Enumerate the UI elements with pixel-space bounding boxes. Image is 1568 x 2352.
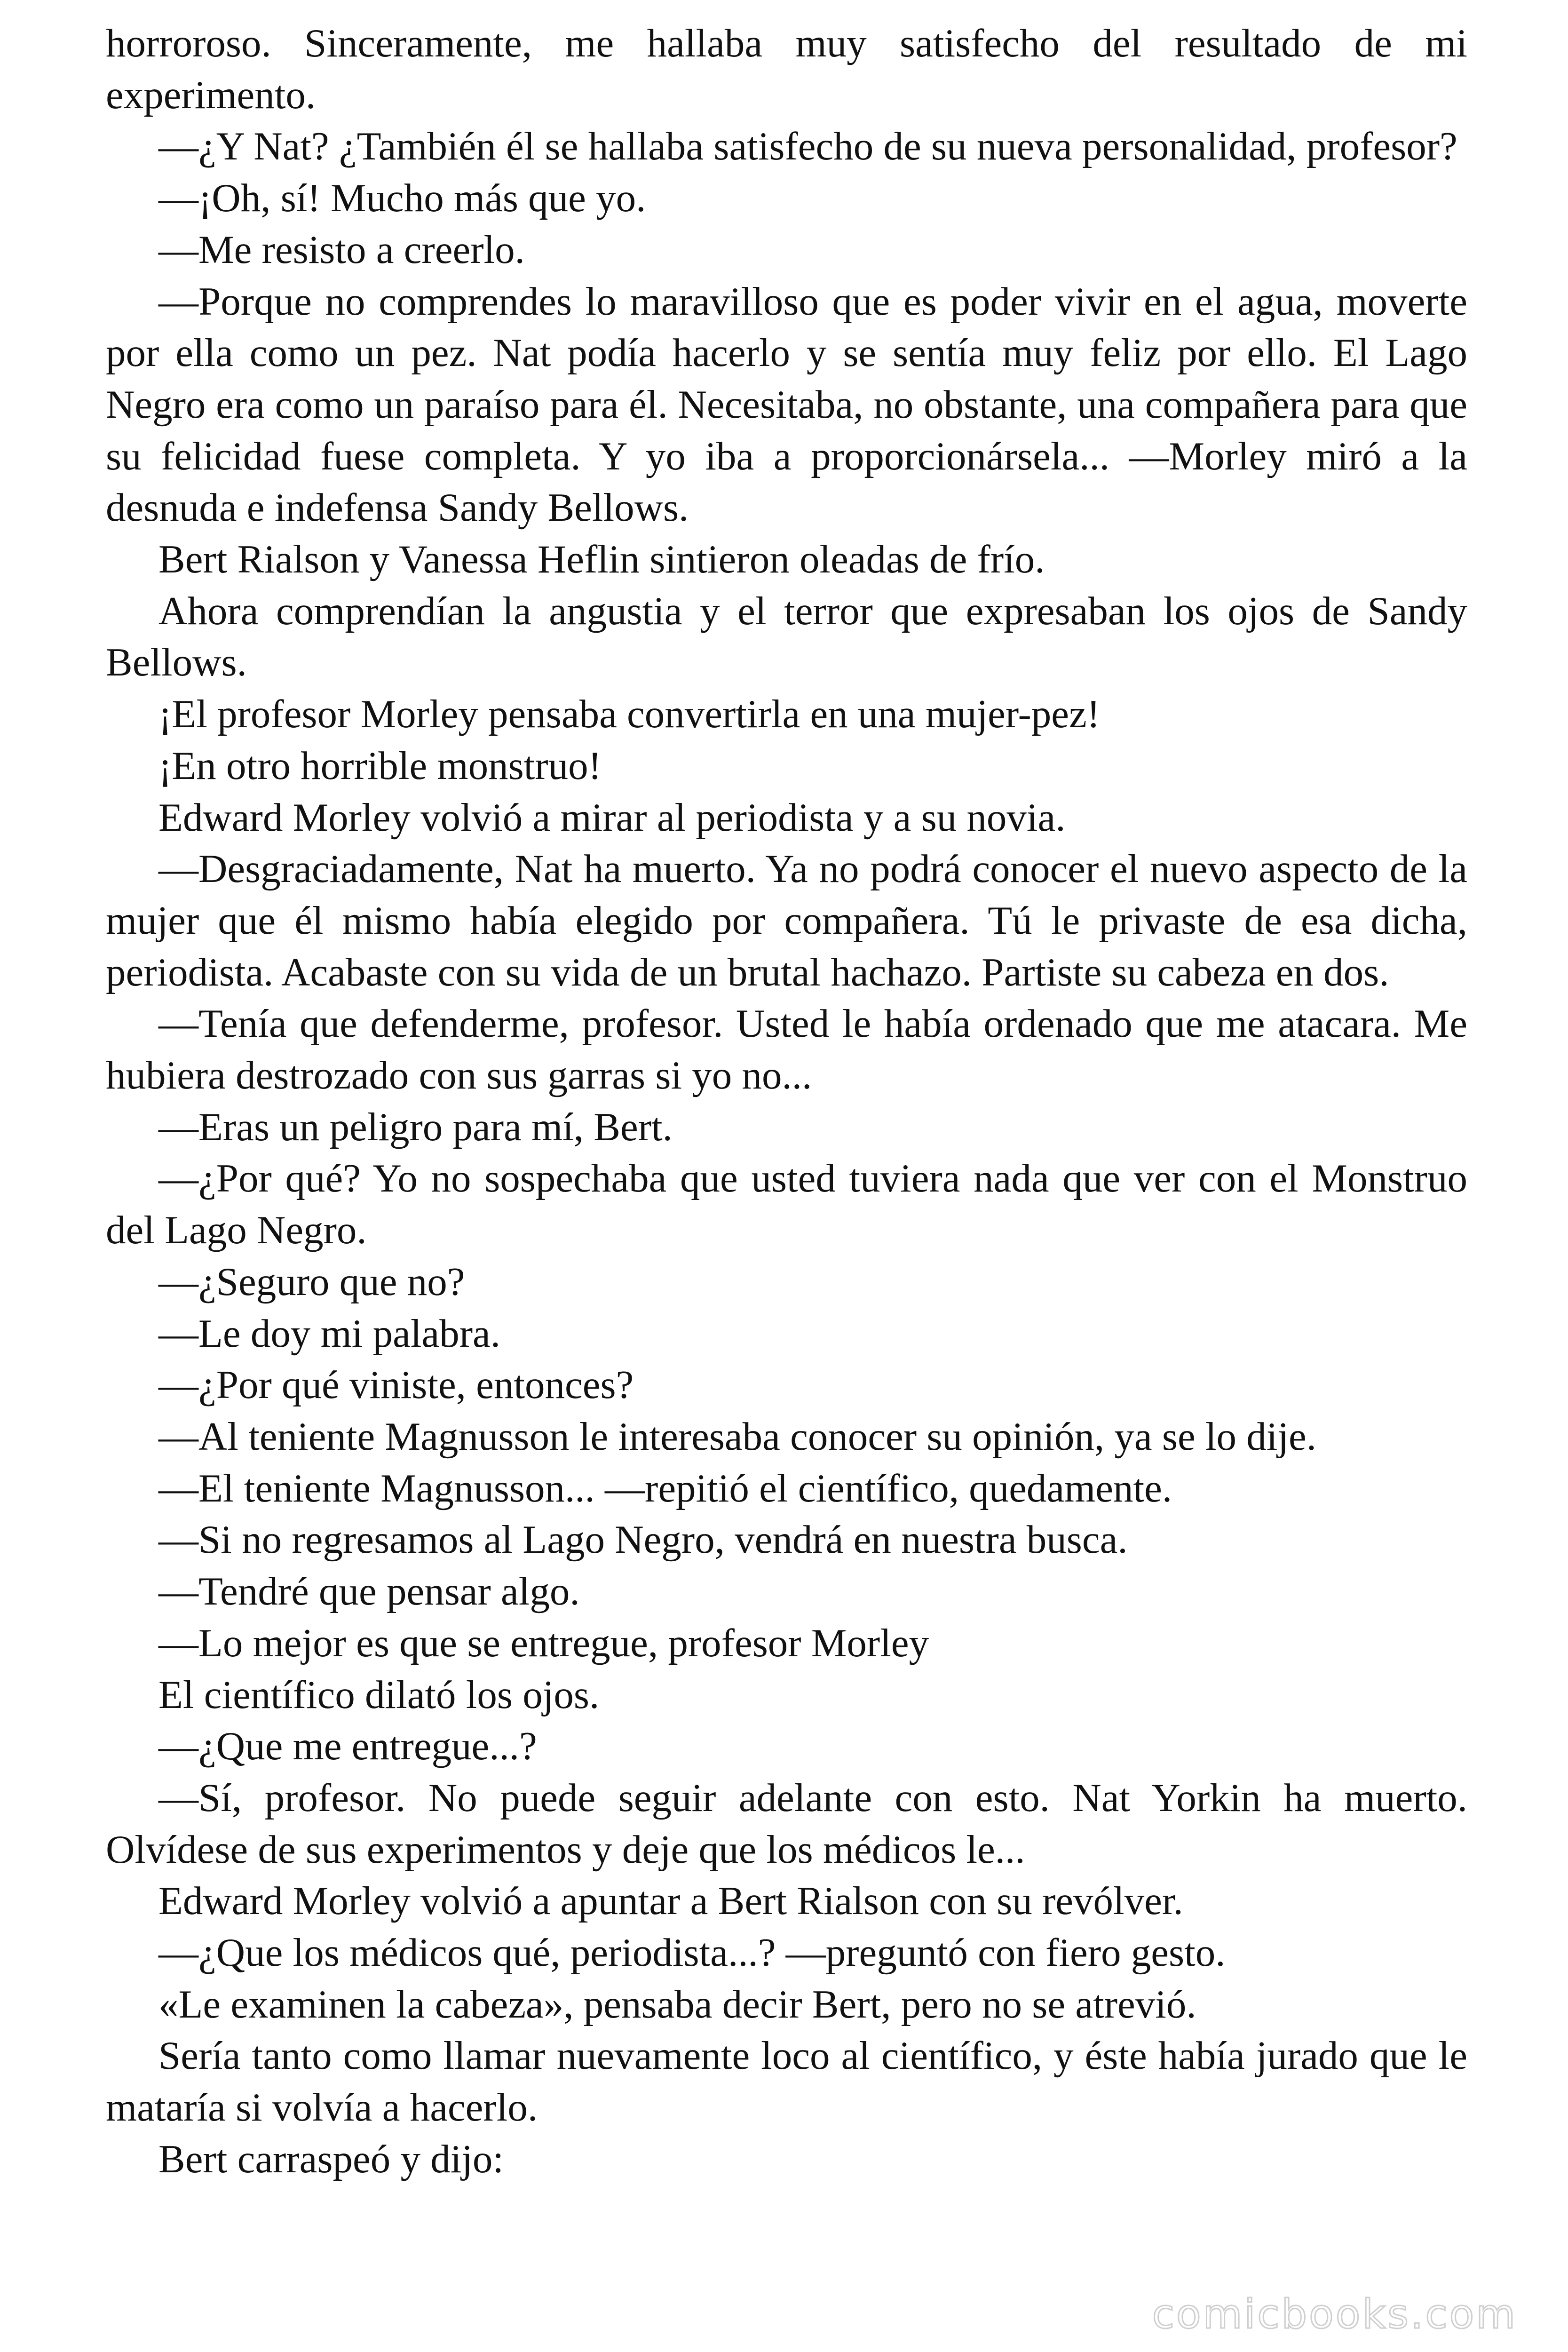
- paragraph-4: —Me resisto a creerlo.: [158, 227, 525, 272]
- paragraph-28: «Le examinen la cabeza», pensaba decir Bert, pero no se atrevió.: [158, 1982, 1196, 2026]
- paragraph-7: Ahora comprendían la angustia y el terror que expresaban los ojos de Sandy Bellows.: [106, 588, 1467, 685]
- paragraph-19: —El teniente Magnusson... —repitió el científico, quedamente.: [158, 1466, 1172, 1510]
- paragraph-8: ¡El profesor Morley pensaba convertirla en una mujer-pez!: [158, 692, 1101, 737]
- paragraph-17: —¿Por qué viniste, entonces?: [158, 1363, 634, 1407]
- book-page-text: [106, 18, 1467, 2185]
- paragraph-1: horroroso. Sinceramente, me hallaba muy satisfecho del resultado de mi experimento.: [106, 21, 1467, 117]
- paragraph-26: Edward Morley volvió a apuntar a Bert Rialson con su revólver.: [158, 1879, 1183, 1923]
- paragraph-15: —¿Seguro que no?: [158, 1259, 465, 1304]
- paragraph-24: —¿Que me entregue...?: [158, 1724, 537, 1769]
- paragraph-20: —Si no regresamos al Lago Negro, vendrá en nuestra busca.: [158, 1518, 1128, 1562]
- watermark-logo: comicbooks.com: [1152, 2291, 1517, 2338]
- paragraph-22: —Lo mejor es que se entregue, profesor Morley: [158, 1621, 929, 1665]
- paragraph-14: —¿Por qué? Yo no sospechaba que usted tuviera nada que ver con el Monstruo del Lago Negro.: [106, 1156, 1467, 1253]
- paragraph-11: —Desgraciadamente, Nat ha muerto. Ya no podrá conocer el nuevo aspecto de la mujer que él mismo había elegido por compañera. Tú le privaste de esa dicha, periodista. Acabaste con su vida de un brutal hachazo. Partiste su cabeza en dos.: [106, 847, 1467, 994]
- paragraph-29: Sería tanto como llamar nuevamente loco al científico, y éste había jurado que le mataría si volvía a hacerlo.: [106, 2034, 1467, 2130]
- paragraph-9: ¡En otro horrible monstruo!: [158, 743, 602, 788]
- paragraph-25: —Sí, profesor. No puede seguir adelante con esto. Nat Yorkin ha muerto. Olvídese de sus experimentos y deje que los médicos le...: [106, 1775, 1467, 1872]
- paragraph-13: —Eras un peligro para mí, Bert.: [158, 1104, 673, 1149]
- paragraph-5: —Porque no comprendes lo maravilloso que es poder vivir en el agua, moverte por ella como un pez. Nat podía hacerlo y se sentía muy feliz por ello. El Lago Negro era como un paraíso para él. Necesitaba, no obstante, una compañera para que su felicidad fuese completa. Y yo iba a proporcionársela... —Morley miró a la desnuda e indefensa Sandy Bellows.: [106, 279, 1467, 530]
- paragraph-2: —¿Y Nat? ¿También él se hallaba satisfecho de su nueva personalidad, profesor?: [158, 124, 1457, 169]
- paragraph-3: —¡Oh, sí! Mucho más que yo.: [158, 176, 646, 221]
- paragraph-27: —¿Que los médicos qué, periodista...? —preguntó con fiero gesto.: [158, 1931, 1226, 1975]
- paragraph-21: —Tendré que pensar algo.: [158, 1569, 580, 1614]
- paragraph-6: Bert Rialson y Vanessa Heflin sintieron oleadas de frío.: [158, 537, 1045, 582]
- paragraph-18: —Al teniente Magnusson le interesaba conocer su opinión, ya se lo dije.: [158, 1414, 1317, 1459]
- paragraph-12: —Tenía que defenderme, profesor. Usted le había ordenado que me atacara. Me hubiera destrozado con sus garras si yo no...: [106, 1001, 1467, 1098]
- paragraph-10: Edward Morley volvió a mirar al periodista y a su novia.: [158, 795, 1066, 840]
- paragraph-30: Bert carraspeó y dijo:: [158, 2137, 504, 2181]
- paragraph-16: —Le doy mi palabra.: [158, 1311, 500, 1356]
- paragraph-23: El científico dilató los ojos.: [158, 1672, 600, 1717]
